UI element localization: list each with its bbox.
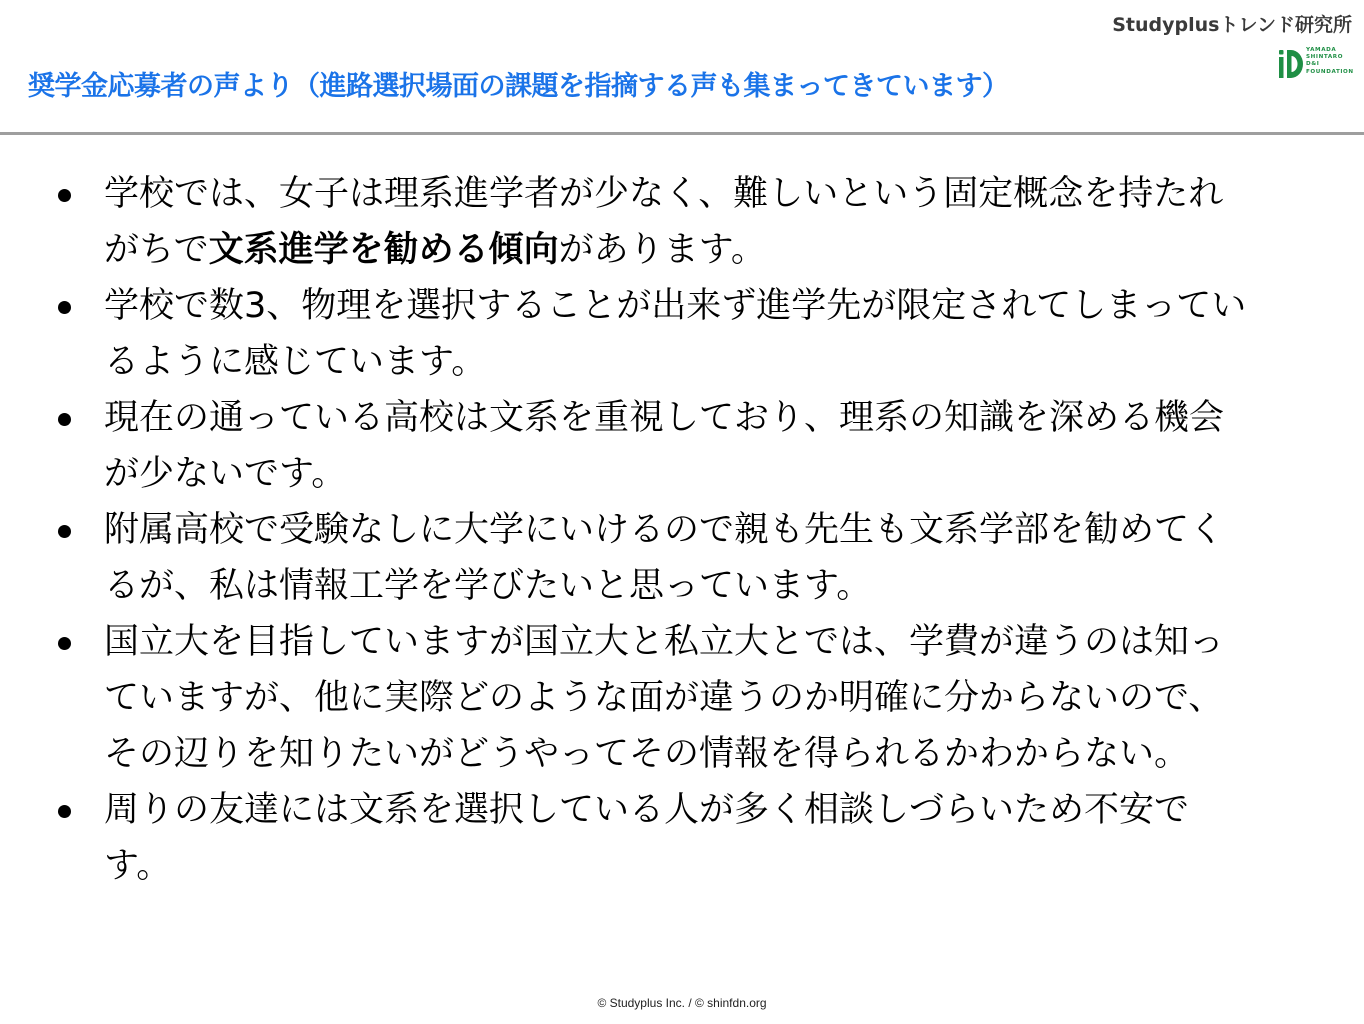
list-item <box>0 502 1254 614</box>
list-item <box>0 166 1254 278</box>
bullet-icon <box>58 413 71 426</box>
bullet-icon <box>58 637 71 650</box>
item-text: 学校で数3、物理を選択することが出来ず進学先が限定されてしまっているように感じています。 <box>104 286 1247 382</box>
list-item <box>0 782 1254 894</box>
copyright-footer: © Studyplus Inc. / © shinfdn.org <box>597 996 767 1010</box>
item-emphasis: 文系進学を勧める傾向 <box>208 230 559 270</box>
id-logo-icon <box>1278 48 1304 80</box>
bullet-icon <box>58 805 71 818</box>
item-text: 国立大を目指していますが国立大と私立大とでは、学費が違うのは知っていますが、他に実際どのような面が違うのか明確に分からないので、その辺りを知りたいがどうやってその情報を得られるかわからない。 <box>104 622 1225 774</box>
item-text: 学校では、女子は理系進学者が少なく、難しいという固定概念を持たれがちで <box>104 174 1224 270</box>
foundation-logo <box>1278 46 1360 82</box>
list-item <box>0 614 1254 782</box>
logo-wordmark <box>1306 47 1354 76</box>
feedback-list <box>0 166 1300 894</box>
page-title: 奨学金応募者の声より（進路選択場面の課題を指摘する声も集まってきています） <box>28 71 1009 102</box>
bullet-icon <box>58 301 71 314</box>
logo-line: D&I <box>1306 61 1320 68</box>
bullet-icon <box>58 189 71 202</box>
item-text-end: があります。 <box>558 230 766 270</box>
brand-name: Studyplusトレンド研究所 <box>1112 14 1352 36</box>
bullet-icon <box>58 525 71 538</box>
item-text: 現在の通っている高校は文系を重視しており、理系の知識を深める機会が少ないです。 <box>104 398 1225 494</box>
list-item <box>0 390 1254 502</box>
title-divider <box>0 132 1364 135</box>
logo-line: SHINTARO <box>1306 54 1344 61</box>
item-text: 附属高校で受験なしに大学にいけるので親も先生も文系学部を勧めてくるが、私は情報工学を学びたいと思っています。 <box>104 510 1225 606</box>
list-item <box>0 278 1254 390</box>
item-text: 周りの友達には文系を選択している人が多く相談しづらいため不安です。 <box>104 790 1190 886</box>
logo-line: YAMADA <box>1306 47 1337 53</box>
logo-line: FOUNDATION <box>1306 68 1354 75</box>
